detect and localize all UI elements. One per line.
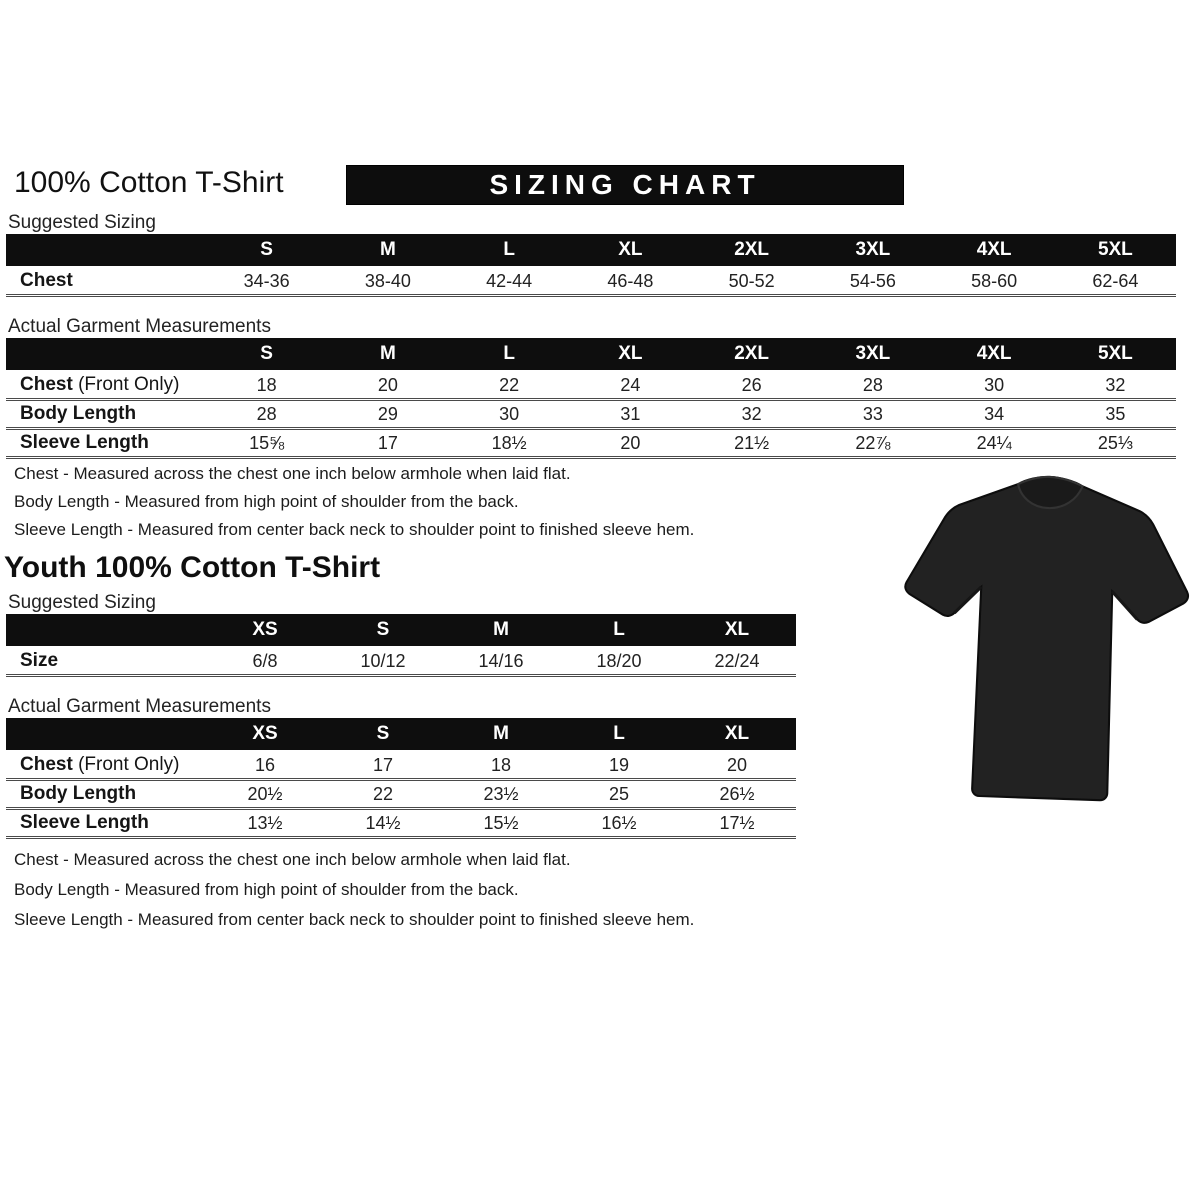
column-header: M: [327, 338, 448, 372]
row-label: Chest: [6, 268, 206, 297]
table-cell: 22: [324, 781, 442, 810]
table-cell: 30: [934, 372, 1055, 401]
youth-suggested-sizing-label: Suggested Sizing: [8, 592, 156, 613]
table-cell: 18: [206, 372, 327, 401]
note-chest: Chest - Measured across the chest one inch below armhole when laid flat.: [14, 464, 571, 483]
page-title: 100% Cotton T-Shirt: [14, 166, 284, 199]
adult-suggested-sizing-table: [6, 234, 1176, 297]
table-cell: 13½: [206, 810, 324, 839]
table-cell: 32: [1055, 372, 1176, 401]
row-label: Chest (Front Only): [6, 372, 206, 401]
table-header-corner: [6, 614, 206, 648]
table-cell: 34-36: [206, 268, 327, 297]
note-body-length: Body Length - Measured from high point of shoulder from the back.: [14, 880, 519, 899]
table-cell: 16½: [560, 810, 678, 839]
table-cell: 62-64: [1055, 268, 1176, 297]
column-header: XL: [570, 234, 691, 268]
table-cell: 19: [560, 752, 678, 781]
note-chest: Chest - Measured across the chest one inch below armhole when laid flat.: [14, 850, 571, 869]
adult-actual-measurements-table: [6, 338, 1176, 459]
table-cell: 28: [206, 401, 327, 430]
column-header: XS: [206, 718, 324, 752]
table-cell: 50-52: [691, 268, 812, 297]
table-cell: 22⅞: [812, 430, 933, 459]
column-header: L: [449, 338, 570, 372]
sizing-chart-banner-label: SIZING CHART: [489, 169, 761, 200]
table-cell: 22: [449, 372, 570, 401]
youth-measurement-notes: [14, 845, 694, 935]
column-header: XS: [206, 614, 324, 648]
table-cell: 38-40: [327, 268, 448, 297]
column-header: 4XL: [934, 234, 1055, 268]
column-header: 2XL: [691, 338, 812, 372]
row-label: Sleeve Length: [6, 810, 206, 839]
youth-page-title: Youth 100% Cotton T-Shirt: [4, 551, 381, 584]
table-header-corner: [6, 338, 206, 372]
tshirt-body: [898, 472, 1192, 803]
table-header-corner: [6, 718, 206, 752]
table-cell: 20: [327, 372, 448, 401]
column-header: XL: [678, 614, 796, 648]
column-header: 5XL: [1055, 338, 1176, 372]
adult-actual-measurements-label: Actual Garment Measurements: [8, 316, 271, 337]
table-cell: 6/8: [206, 648, 324, 677]
column-header: L: [560, 614, 678, 648]
column-header: S: [206, 234, 327, 268]
table-cell: 20: [570, 430, 691, 459]
table-cell: 32: [691, 401, 812, 430]
column-header: 3XL: [812, 338, 933, 372]
youth-actual-measurements-table: [6, 718, 796, 839]
table-cell: 20: [678, 752, 796, 781]
table-cell: 33: [812, 401, 933, 430]
column-header: S: [324, 718, 442, 752]
table-cell: 35: [1055, 401, 1176, 430]
row-label: Sleeve Length: [6, 430, 206, 459]
table-cell: 25⅓: [1055, 430, 1176, 459]
table-cell: 42-44: [449, 268, 570, 297]
table-cell: 26: [691, 372, 812, 401]
table-cell: 17½: [678, 810, 796, 839]
column-header: XL: [570, 338, 691, 372]
table-cell: 25: [560, 781, 678, 810]
table-cell: 20½: [206, 781, 324, 810]
table-cell: 23½: [442, 781, 560, 810]
row-label: Chest (Front Only): [6, 752, 206, 781]
column-header: M: [327, 234, 448, 268]
table-cell: 17: [327, 430, 448, 459]
table-cell: 46-48: [570, 268, 691, 297]
youth-suggested-sizing-table: [6, 614, 796, 677]
table-cell: 29: [327, 401, 448, 430]
table-cell: 15½: [442, 810, 560, 839]
note-sleeve-length: Sleeve Length - Measured from center back neck to shoulder point to finished sleeve hem.: [14, 910, 695, 929]
column-header: 5XL: [1055, 234, 1176, 268]
table-cell: 31: [570, 401, 691, 430]
tshirt-illustration: [882, 461, 1200, 816]
column-header: 2XL: [691, 234, 812, 268]
table-cell: 10/12: [324, 648, 442, 677]
column-header: 4XL: [934, 338, 1055, 372]
youth-actual-measurements-label: Actual Garment Measurements: [8, 696, 271, 717]
table-cell: 15⅝: [206, 430, 327, 459]
table-cell: 34: [934, 401, 1055, 430]
note-body-length: Body Length - Measured from high point of shoulder from the back.: [14, 492, 519, 511]
table-cell: 18: [442, 752, 560, 781]
row-label: Body Length: [6, 781, 206, 810]
column-header: L: [560, 718, 678, 752]
table-cell: 16: [206, 752, 324, 781]
table-cell: 54-56: [812, 268, 933, 297]
column-header: S: [206, 338, 327, 372]
adult-measurement-notes: [14, 460, 694, 544]
table-cell: 18½: [449, 430, 570, 459]
table-header-corner: [6, 234, 206, 268]
table-cell: 26½: [678, 781, 796, 810]
column-header: S: [324, 614, 442, 648]
table-cell: 24¼: [934, 430, 1055, 459]
row-label: Size: [6, 648, 206, 677]
table-cell: 28: [812, 372, 933, 401]
table-cell: 17: [324, 752, 442, 781]
sizing-chart-banner: [346, 165, 904, 205]
table-cell: 22/24: [678, 648, 796, 677]
row-label-suffix: (Front Only): [72, 754, 180, 775]
table-cell: 58-60: [934, 268, 1055, 297]
column-header: M: [442, 718, 560, 752]
black-tshirt-image: [882, 461, 1200, 816]
column-header: XL: [678, 718, 796, 752]
table-cell: 14½: [324, 810, 442, 839]
table-cell: 21½: [691, 430, 812, 459]
table-cell: 14/16: [442, 648, 560, 677]
column-header: M: [442, 614, 560, 648]
column-header: 3XL: [812, 234, 933, 268]
table-cell: 18/20: [560, 648, 678, 677]
column-header: L: [449, 234, 570, 268]
row-label-suffix: (Front Only): [72, 374, 180, 395]
note-sleeve-length: Sleeve Length - Measured from center back neck to shoulder point to finished sleeve hem.: [14, 520, 695, 539]
table-cell: 24: [570, 372, 691, 401]
table-cell: 30: [449, 401, 570, 430]
adult-suggested-sizing-label: Suggested Sizing: [8, 212, 156, 233]
row-label: Body Length: [6, 401, 206, 430]
